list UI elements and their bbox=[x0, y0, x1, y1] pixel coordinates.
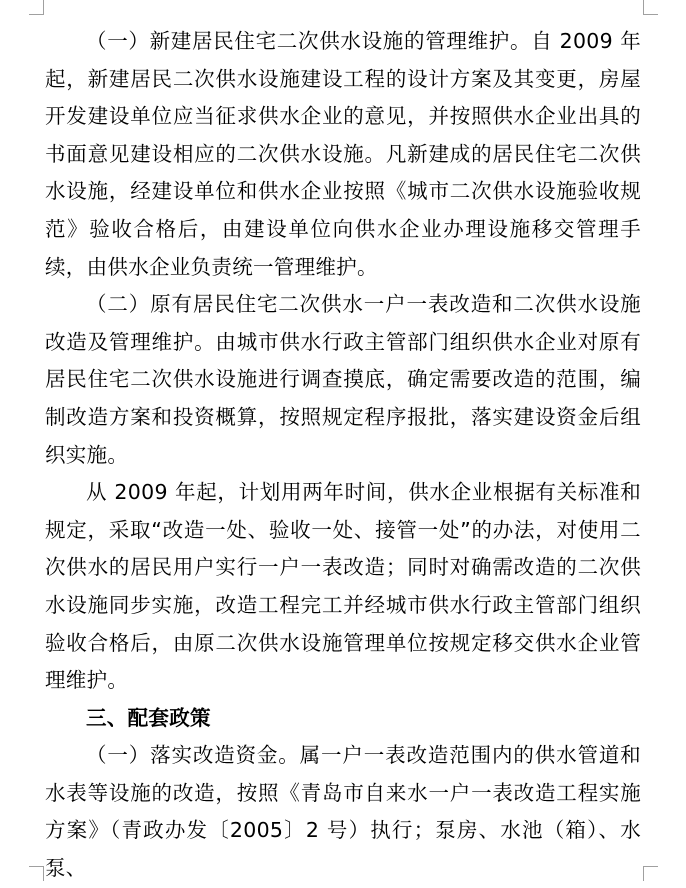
document-body bbox=[45, 23, 641, 888]
paragraph-two-year-plan: 从 2009 年起，计划用两年时间，供水企业根据有关标准和规定，采取“改造一处、验收一处、接管一处”的办法，对使用二次供水的居民用户实行一户一表改造；同时对确需改造的二次供水设施同步实施，改造工程完工并经城市供水行政主管部门组织验收合格后，由原二次供水设施管理单位按规定移交供水企业管理维护。 bbox=[45, 480, 641, 693]
section-heading-supporting-policies: 三、配套政策 bbox=[86, 705, 211, 730]
paragraph-funding: （一）落实改造资金。属一户一表改造范围内的供水管道和水表等设施的改造，按照《青岛市自来水一户一表改造工程实施方案》（青政办发〔2005〕2 号）执行；泵房、水池（箱）、水泵、 bbox=[45, 743, 641, 881]
paragraph-existing-residential-renovation: （二）原有居民住宅二次供水一户一表改造和二次供水设施改造及管理维护。由城市供水行政主管部门组织供水企业对原有居民住宅二次供水设施进行调查摸底，确定需要改造的范围，编制改造方案和投资概算，按照规定程序报批，落实建设资金后组织实施。 bbox=[45, 292, 641, 467]
crop-mark-top-left bbox=[29, 0, 44, 15]
crop-mark-bottom-right bbox=[643, 866, 658, 881]
crop-mark-top-right bbox=[643, 0, 658, 15]
paragraph-new-residential-maintenance: （一）新建居民住宅二次供水设施的管理维护。自 2009 年起，新建居民二次供水设施建设工程的设计方案及其变更，房屋开发建设单位应当征求供水企业的意见，并按照供水企业出具的书面意见建设相应的二次供水设施。凡新建成的居民住宅二次供水设施，经建设单位和供水企业按照《城市二次供水设施验收规范》验收合格后，由建设单位向供水企业办理设施移交管理手续，由供水企业负责统一管理维护。 bbox=[45, 29, 641, 279]
crop-mark-bottom-left bbox=[29, 866, 44, 881]
